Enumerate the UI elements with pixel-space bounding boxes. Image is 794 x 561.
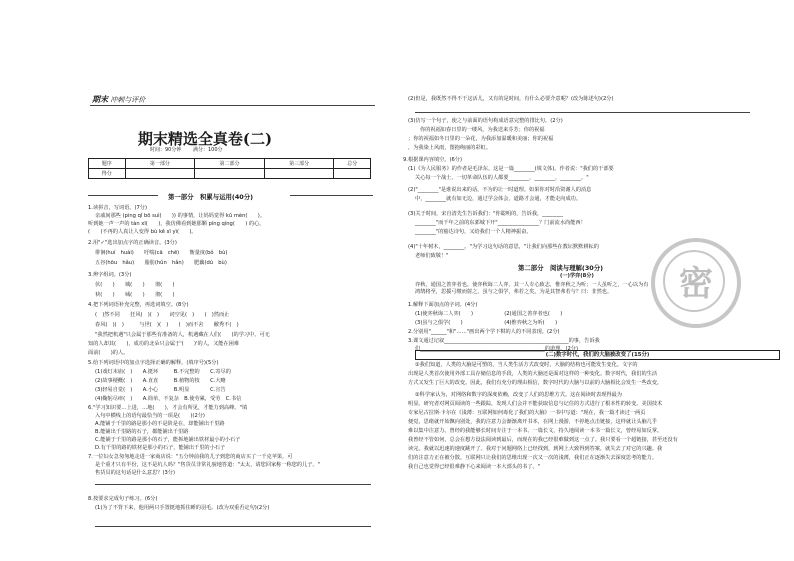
answer-line[interactable] — [415, 112, 750, 113]
q2-title: 2.用"✓"选出加点字的正确读音。(3分) — [88, 240, 177, 246]
exam-time: 时间：90分钟 — [150, 147, 182, 153]
q4-title: 4.把下列词语补充完整，再选词填空。(8分) — [88, 302, 189, 308]
q9-line: 中，________就有如无边，通过学会体会，道路才会通，才能走向成功。 — [415, 196, 582, 202]
passage2-line: 我自己也觉得已经很难静下心来阅读一本大部头的书了。" — [408, 464, 541, 470]
divider — [290, 195, 373, 196]
table-cell[interactable] — [264, 169, 334, 179]
q4-line: 知的人却其( )，成功的北朵只会属于'( )'的人，又能在困难 — [88, 341, 240, 347]
confidential-seal — [651, 238, 741, 328]
q1-title: 1.读拼音，写词语。(7分) — [88, 205, 147, 211]
passage2-line: 读完，我就以迅速的速度跳开了。我对于问题网络上已经找到，到网上大致得到答案，就失去了对它的兴趣。我 — [408, 446, 663, 452]
sub2-title: (二)数字时代，我们的大脑被改变了(15分) — [545, 352, 650, 358]
q1-line: 亲戚间那些 (ping qǐ bō suì( )) 的事情，让妈妈觉得 kǔ mèn( )。 — [95, 213, 266, 219]
section2-title: 第二部分 阅读与理解(30分) — [518, 264, 604, 272]
q9-line: (1)《为人民服务》的作者是毛泽东。这是一篇________(填文体)。作者说："我们的干部要 — [408, 166, 614, 172]
q10-line: (3)虽与之俱学( ) (4)惟弈秋之为听( ) — [415, 320, 558, 326]
section1-title: 第一部分 积累与运用(40分) — [168, 193, 254, 201]
passage2-line: 我曾经不管如何，总会在想方设法阅读到最后，而现在的我已经很难做到这一点了。我只要看一个超链接，甚至还没有 — [408, 437, 678, 443]
q9-line: 关心每一个战士，一切革命队伍的人都要________，________，________。" — [415, 175, 589, 181]
brand-header — [92, 94, 145, 105]
table-cell: 得分 — [89, 169, 126, 179]
sub2-title-box — [415, 350, 780, 360]
q5-line: (4)鞠躬尽瘁( ) A.简单，不复杂 B.使劳累，受劳 C.书信 — [95, 396, 242, 402]
q6-option: B.能铺出千里路的石子，都能铺出千里路 — [95, 429, 189, 435]
q5-line: (3)轻易自觉( ) A.小心 B.明显 C.宣告 — [95, 387, 226, 393]
table-cell: 题序 — [89, 159, 126, 169]
q6-option: C.能铺于千里的路是那小的石子，能拆地铺出铁材最小的小石子 — [95, 437, 241, 443]
passage2-line: 难以集中注意力。曾经的我能够长时间专注于一本书、一篇长文，持久地阅读一本书一篇长文，曾经易如反掌。 — [408, 428, 663, 434]
score-table-header-row — [89, 159, 371, 169]
q4-line: "我然把机遇"只会属于那些有准备的人，机遇藏在人们( )的学习中。可无 — [95, 332, 270, 338]
q11-title: 2.分别用"______"和"……"画出两个学下棋的人的不同表现。(2分) — [408, 329, 560, 335]
q6-line: 入句中横线上的语句最恰当的一项是( )(2分) — [95, 413, 205, 419]
passage2-line: 方式又发生了巨大的改变。因此，我们有充分的理由相信，数字时代的大脑与以前的大脑相比会发生一些改变。 — [408, 380, 663, 386]
q7-line: 是个重才只有半份，这不是坑人吗？"售货员非常礼貌地答道："太太，请您回家称一称您的儿子。" — [95, 462, 321, 468]
passage2-line: 专家尼古拉斯·卡尔在《浅薄：互联网如何毒化了我们的大脑》一书中写道："现在，我一篇才读过一两页 — [408, 410, 646, 416]
table-cell: 第三部分 — [264, 159, 334, 169]
passage2-line: 明显。研究者对网页阅读的一些跟踪，发现人们会并不能获取信息与记住的方式进行了根本性的转变。美国技术 — [408, 401, 663, 407]
brand-logo: 期末 — [92, 95, 108, 104]
passage2-line: ②科学家认为，对网络和数字的深度依赖，改变了人们的思维方式。这在阅读时表现得最为 — [415, 392, 622, 398]
answer-line[interactable] — [95, 484, 371, 485]
passage2-line: 便觉，思绪就开始飘向别处，我的注意力会渐渐离开书本，在网上漫游，不停地点击链接，这样就让头脑几乎 — [408, 419, 658, 425]
q3-title: 3.辨字组词。(3分) — [88, 272, 132, 278]
passage2-line: ①我们知道，人类的大脑是可塑的，当人类生活方式改变时，大脑的结构也可能发生变化。文字的 — [415, 362, 638, 368]
table-cell: 总分 — [334, 159, 371, 169]
q4-line: 面前( )的人。 — [88, 350, 129, 356]
q6-title: 6."学习知识要…上进，…地( )，才会有所见，才能力到高峰。"填 — [88, 405, 248, 411]
passage1: 弈秋，通国之善弈者也。使弈秋诲二人弈，其一人专心致志，惟弈秋之为听；一人虽听之，一心以为有鸿鹄将至，思援弓缴而射之，虽与之俱学，弗若之矣。为是其智弗若与？曰：非然也。 — [415, 282, 649, 295]
q5-title: 5.给下列词语中的加点字选择正确的解释。(填序号)(5分) — [88, 360, 219, 366]
table-cell: 第一部分 — [125, 159, 195, 169]
q8-line: 你的祝福如春日里的一缕风，为我送来芬芳；你的祝福 — [420, 127, 545, 133]
q7-line: 售货员的这句话是什么意思？(3分) — [95, 470, 175, 476]
seal-text: 密 — [679, 264, 713, 304]
q10-title: 1.解释下面加点的字词。(4分) — [408, 302, 478, 308]
q2-line: 徘徊(huí huái) 吁喘(cā chē) 衡量度(bǒ bù) — [95, 250, 228, 256]
exam-score: 满分：100分 — [192, 147, 223, 153]
q8-line: ；你的祝福如冬日里的一朵花，为我添加温暖和美丽；你的祝福 — [408, 136, 554, 142]
q1-line: ( )不再的人真让人变得 bù kě sī yì( )。 — [88, 229, 197, 235]
q8-line: (2)但是，我既然不得不干这活儿，又有的是时间，有什么必要介意呢？(改为陈述句)(2分) — [408, 96, 614, 102]
sub1-title: (一)学弈(8分) — [560, 273, 594, 279]
q9-line: 老师们致敬！" — [415, 253, 449, 259]
q8-line: ，为我染上风雨，图抱绚丽的彩虹。 — [408, 145, 492, 151]
table-cell[interactable] — [195, 169, 265, 179]
q7-title: 7.一位妇女急匆匆地走进一家商店说："五分钟前我的儿子到您的商店买了一千克苹果，可 — [88, 454, 293, 460]
q12-title: 3.课文通过记叙________________________________________________的事，告诉我 — [408, 338, 600, 344]
q3-line: 袂( ) 堿( ) 彻( ) — [95, 292, 175, 298]
q9-line: (3)关于时间，宋自清先生告诉我们："你聪明的，告诉我，________ — [408, 211, 563, 217]
passage2-line: 出现是人类首次使用外部工具存储信息的手段，人类的大脑还是面对这样的一种变化。数字时代，我们的生活 — [408, 371, 658, 377]
q10-line: (1)使弈秋诲二人弈( ) (2)通国之善弈者也( ) — [415, 311, 563, 317]
score-table-score-row — [89, 169, 371, 179]
q12-line: 们________________________________________________的道理。(2分) — [415, 346, 578, 352]
q8-title: 8.按要求完成句子练习。(6分) — [88, 496, 158, 502]
q4-line: ( )然不同 狂风( )( ) 词空见( ) ( )然而止 — [95, 312, 230, 318]
q3-line: 伏( ) 城( ) 彻( ) — [95, 282, 175, 288]
answer-line[interactable] — [95, 526, 371, 527]
q9-line: (2)"________"是谁说出来的话，不为的让一时道理。如果你对时沿资谢人的消息 — [408, 187, 592, 193]
score-table — [88, 158, 371, 179]
q4-line: 春风( )( ) 与世( )( ) ( )而不舍 敝秀不( ) — [95, 322, 239, 328]
q9-line: (4)"十年树木，________。"为学习这句话的意思，"让我们向那些在教坛默默耕耘的 — [408, 244, 599, 250]
table-cell[interactable] — [125, 169, 195, 179]
divider — [88, 195, 158, 196]
q9-title: 9.根据课内容填空。(6分) — [403, 157, 462, 163]
page-title: 期末精选全真卷(二) — [137, 130, 273, 148]
exam-meta — [150, 146, 223, 153]
brand-text: 冲刺与评价 — [110, 96, 146, 104]
q5-line: (1)戏灯末庙( ) A.挺环 B.不完整的 C.寄尽的 — [95, 369, 231, 375]
table-cell[interactable] — [334, 169, 371, 179]
passage2-line: 们的注意力正在被分散。互联网只让我们的思维出现一次又一次的浅薄，我们正在逐渐失去深度思考的能力。 — [408, 455, 658, 461]
q8-line: (1)为了不背下来，他用两只手置挺地抓住睡的羽毛。(改为双重否定句)(2分) — [95, 505, 270, 511]
table-cell: 第二部分 — [195, 159, 265, 169]
q1-line: 听到她一声一声的 tàn xī( )，我仿佛看到她那颗 píng qíng( ) 的心。 — [88, 221, 265, 227]
header-rule — [90, 105, 375, 106]
q9-line: ________"的豁达诗句，又给我们一个人精神振奋。 — [415, 229, 532, 235]
q2-line: 五谷(hōu hǎu) 脂肪(hǔn hǎn) 肥藕(dú bù) — [95, 260, 227, 266]
q6-option: D.有千里的路的铁材是那小的石子，能铺出千里的小石子 — [95, 445, 226, 451]
q6-option: A.能铺于千里的路是那小的不是阶是在，却能铺出千里路 — [95, 421, 225, 427]
q5-line: (2)故事梗概( ) A.直直 B.植物的枝 C.大略 — [95, 378, 226, 384]
q8-line: (3)仿写一个句子，使之与前面的语句构成语意完整的排比句。(2分) — [408, 118, 563, 124]
q9-line: ________"而千年之前的东郭城下开"________________？门前流水尚能西！ — [415, 220, 586, 226]
